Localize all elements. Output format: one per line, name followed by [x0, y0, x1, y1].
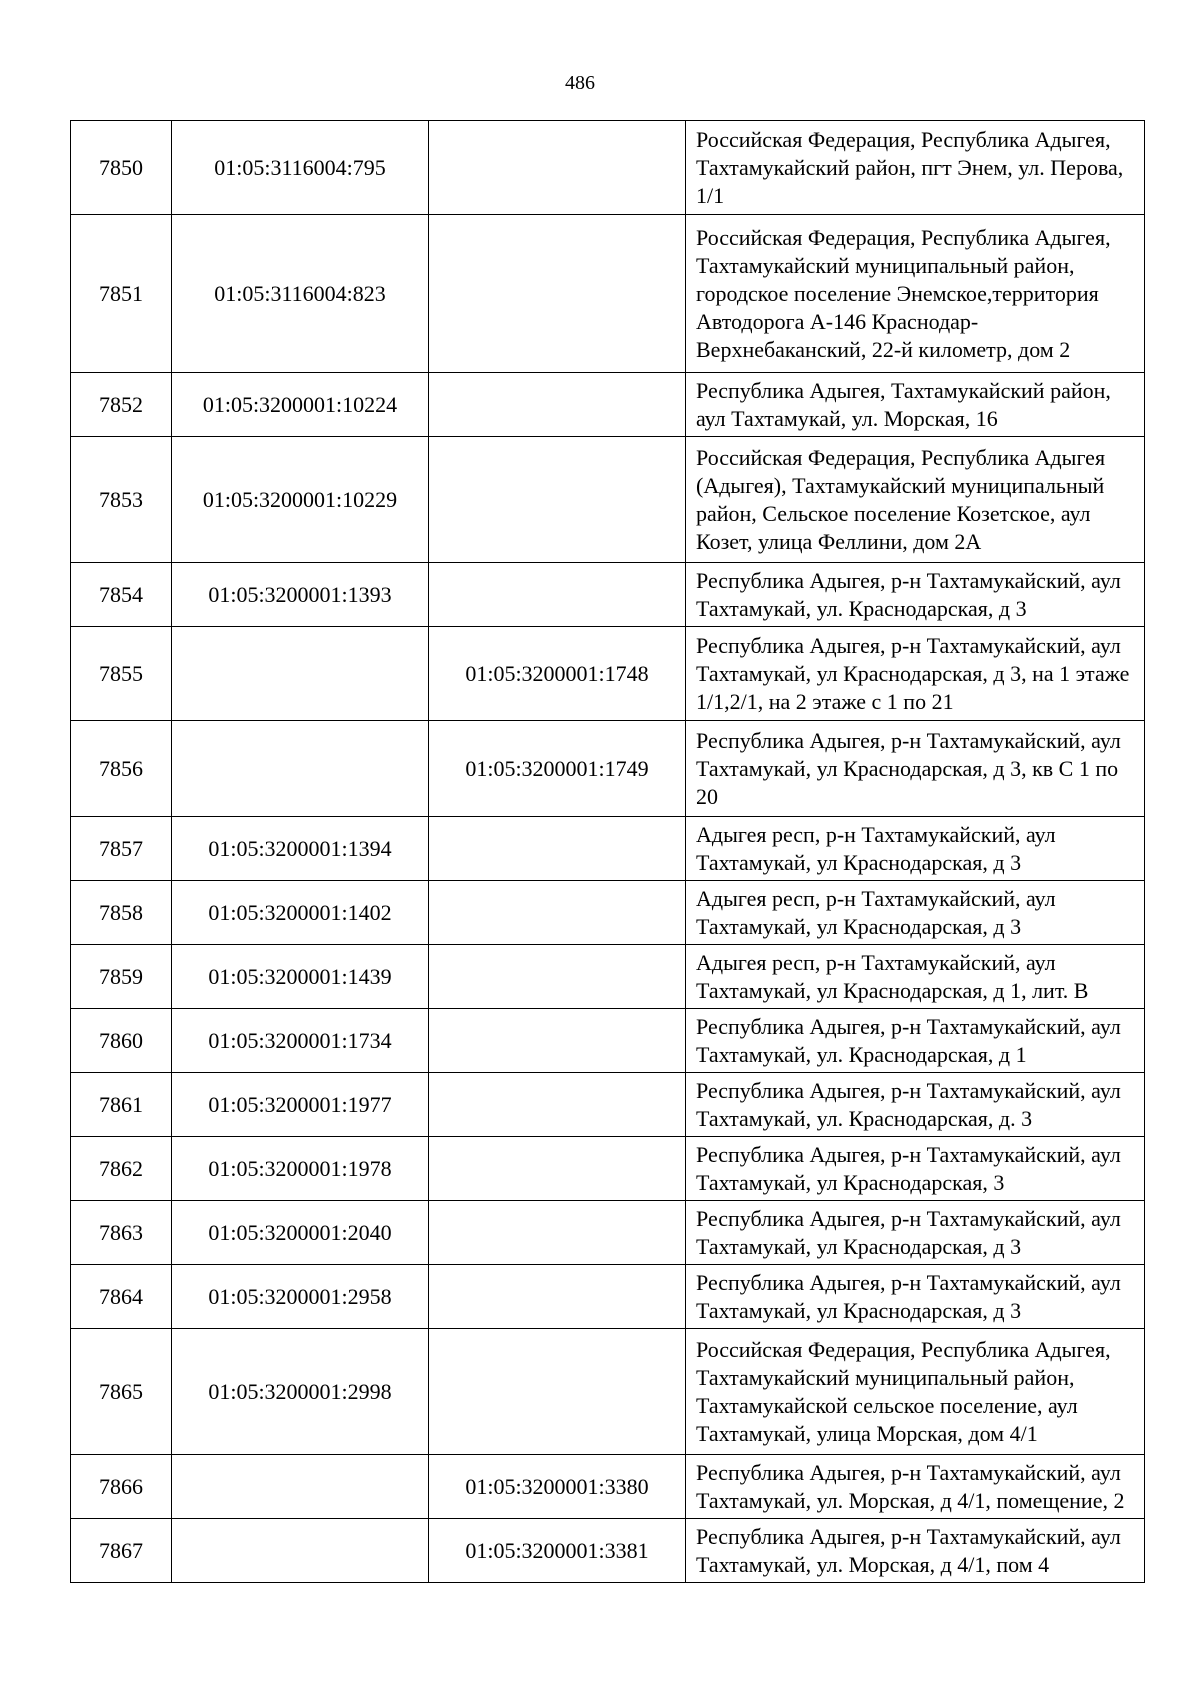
row-number: 7851 [71, 215, 172, 373]
address-cell: Республика Адыгея, р-н Тахтамукайский, аул Тахтамукай, ул Краснодарская, д 3, кв С 1 по 20 [686, 721, 1145, 817]
address-cell: Российская Федерация, Республика Адыгея, Тахтамукайский район, пгт Энем, ул. Перова, 1/1 [686, 121, 1145, 215]
premises-cadastral-number [429, 1265, 686, 1329]
premises-cadastral-number: 01:05:3200001:1749 [429, 721, 686, 817]
table-row [71, 1009, 1145, 1073]
row-number: 7863 [71, 1201, 172, 1265]
row-number: 7853 [71, 437, 172, 563]
row-number: 7858 [71, 881, 172, 945]
address-cell: Республика Адыгея, р-н Тахтамукайский, аул Тахтамукай, ул. Краснодарская, д 1 [686, 1009, 1145, 1073]
address-cell: Республика Адыгея, р-н Тахтамукайский, аул Тахтамукай, ул Краснодарская, д 3 [686, 1201, 1145, 1265]
row-number: 7857 [71, 817, 172, 881]
row-number: 7856 [71, 721, 172, 817]
premises-cadastral-number: 01:05:3200001:3380 [429, 1455, 686, 1519]
address-cell: Республика Адыгея, р-н Тахтамукайский, аул Тахтамукай, ул Краснодарская, д 3 [686, 1265, 1145, 1329]
premises-cadastral-number [429, 373, 686, 437]
cadastral-number: 01:05:3200001:10224 [172, 373, 429, 437]
cadastral-number: 01:05:3200001:10229 [172, 437, 429, 563]
cadastral-number: 01:05:3200001:2998 [172, 1329, 429, 1455]
premises-cadastral-number [429, 563, 686, 627]
cadastral-number [172, 627, 429, 721]
premises-cadastral-number [429, 881, 686, 945]
row-number: 7866 [71, 1455, 172, 1519]
table-row [71, 945, 1145, 1009]
table-row [71, 1073, 1145, 1137]
table-row [71, 1519, 1145, 1583]
row-number: 7865 [71, 1329, 172, 1455]
cadastral-number: 01:05:3200001:1734 [172, 1009, 429, 1073]
cadastral-number: 01:05:3200001:1978 [172, 1137, 429, 1201]
table-row [71, 1137, 1145, 1201]
cadastral-number: 01:05:3116004:823 [172, 215, 429, 373]
premises-cadastral-number [429, 945, 686, 1009]
page-number: 486 [565, 72, 595, 94]
row-number: 7862 [71, 1137, 172, 1201]
row-number: 7864 [71, 1265, 172, 1329]
table-row [71, 373, 1145, 437]
cadastral-number [172, 721, 429, 817]
cadastral-number: 01:05:3200001:1439 [172, 945, 429, 1009]
row-number: 7855 [71, 627, 172, 721]
address-cell: Республика Адыгея, р-н Тахтамукайский, аул Тахтамукай, ул. Морская, д 4/1, пом 4 [686, 1519, 1145, 1583]
premises-cadastral-number [429, 1009, 686, 1073]
address-cell: Адыгея респ, р-н Тахтамукайский, аул Тахтамукай, ул Краснодарская, д 3 [686, 817, 1145, 881]
address-cell: Российская Федерация, Республика Адыгея, Тахтамукайский муниципальный район, Тахтамукайской сельское поселение, аул Тахтамукай, улица Морская, дом 4/1 [686, 1329, 1145, 1455]
table-row [71, 563, 1145, 627]
cadastral-number [172, 1455, 429, 1519]
table-row [71, 1455, 1145, 1519]
address-cell: Республика Адыгея, р-н Тахтамукайский, аул Тахтамукай, ул Краснодарская, д 3, на 1 этаже 1/1,2/1, на 2 этаже с 1 по 21 [686, 627, 1145, 721]
address-cell: Адыгея респ, р-н Тахтамукайский, аул Тахтамукай, ул Краснодарская, д 3 [686, 881, 1145, 945]
table-row [71, 721, 1145, 817]
table-row [71, 437, 1145, 563]
premises-cadastral-number [429, 817, 686, 881]
premises-cadastral-number: 01:05:3200001:1748 [429, 627, 686, 721]
row-number: 7867 [71, 1519, 172, 1583]
table-row [71, 121, 1145, 215]
table-row [71, 1265, 1145, 1329]
table-row [71, 1201, 1145, 1265]
premises-cadastral-number [429, 121, 686, 215]
premises-cadastral-number [429, 1201, 686, 1265]
row-number: 7861 [71, 1073, 172, 1137]
row-number: 7852 [71, 373, 172, 437]
address-cell: Республика Адыгея, р-н Тахтамукайский, аул Тахтамукай, ул. Краснодарская, д. 3 [686, 1073, 1145, 1137]
address-cell: Республика Адыгея, р-н Тахтамукайский, аул Тахтамукай, ул. Морская, д 4/1, помещение, 2 [686, 1455, 1145, 1519]
row-number: 7859 [71, 945, 172, 1009]
cadastral-number: 01:05:3200001:1394 [172, 817, 429, 881]
premises-cadastral-number [429, 1329, 686, 1455]
row-number: 7860 [71, 1009, 172, 1073]
address-cell: Адыгея респ, р-н Тахтамукайский, аул Тахтамукай, ул Краснодарская, д 1, лит. В [686, 945, 1145, 1009]
cadastral-number: 01:05:3200001:1977 [172, 1073, 429, 1137]
cadastral-number: 01:05:3200001:2958 [172, 1265, 429, 1329]
registry-table [70, 120, 1145, 1583]
cadastral-number [172, 1519, 429, 1583]
row-number: 7854 [71, 563, 172, 627]
premises-cadastral-number [429, 1137, 686, 1201]
cadastral-number: 01:05:3200001:1393 [172, 563, 429, 627]
cadastral-number: 01:05:3200001:1402 [172, 881, 429, 945]
premises-cadastral-number [429, 437, 686, 563]
cadastral-number: 01:05:3116004:795 [172, 121, 429, 215]
table-row [71, 1329, 1145, 1455]
table-row [71, 215, 1145, 373]
table-row [71, 881, 1145, 945]
cadastral-number: 01:05:3200001:2040 [172, 1201, 429, 1265]
address-cell: Республика Адыгея, Тахтамукайский район, аул Тахтамукай, ул. Морская, 16 [686, 373, 1145, 437]
table-row [71, 627, 1145, 721]
address-cell: Республика Адыгея, р-н Тахтамукайский, аул Тахтамукай, ул. Краснодарская, д 3 [686, 563, 1145, 627]
table-row [71, 817, 1145, 881]
premises-cadastral-number: 01:05:3200001:3381 [429, 1519, 686, 1583]
address-cell: Российская Федерация, Республика Адыгея (Адыгея), Тахтамукайский муниципальный район, Сельское поселение Козетское, аул Козет, улица Феллини, дом 2А [686, 437, 1145, 563]
premises-cadastral-number [429, 1073, 686, 1137]
premises-cadastral-number [429, 215, 686, 373]
address-cell: Российская Федерация, Республика Адыгея, Тахтамукайский муниципальный район, городское поселение Энемское,территория Автодорога А-146 Краснодар-Верхнебаканский, 22-й километр, дом 2 [686, 215, 1145, 373]
address-cell: Республика Адыгея, р-н Тахтамукайский, аул Тахтамукай, ул Краснодарская, 3 [686, 1137, 1145, 1201]
row-number: 7850 [71, 121, 172, 215]
